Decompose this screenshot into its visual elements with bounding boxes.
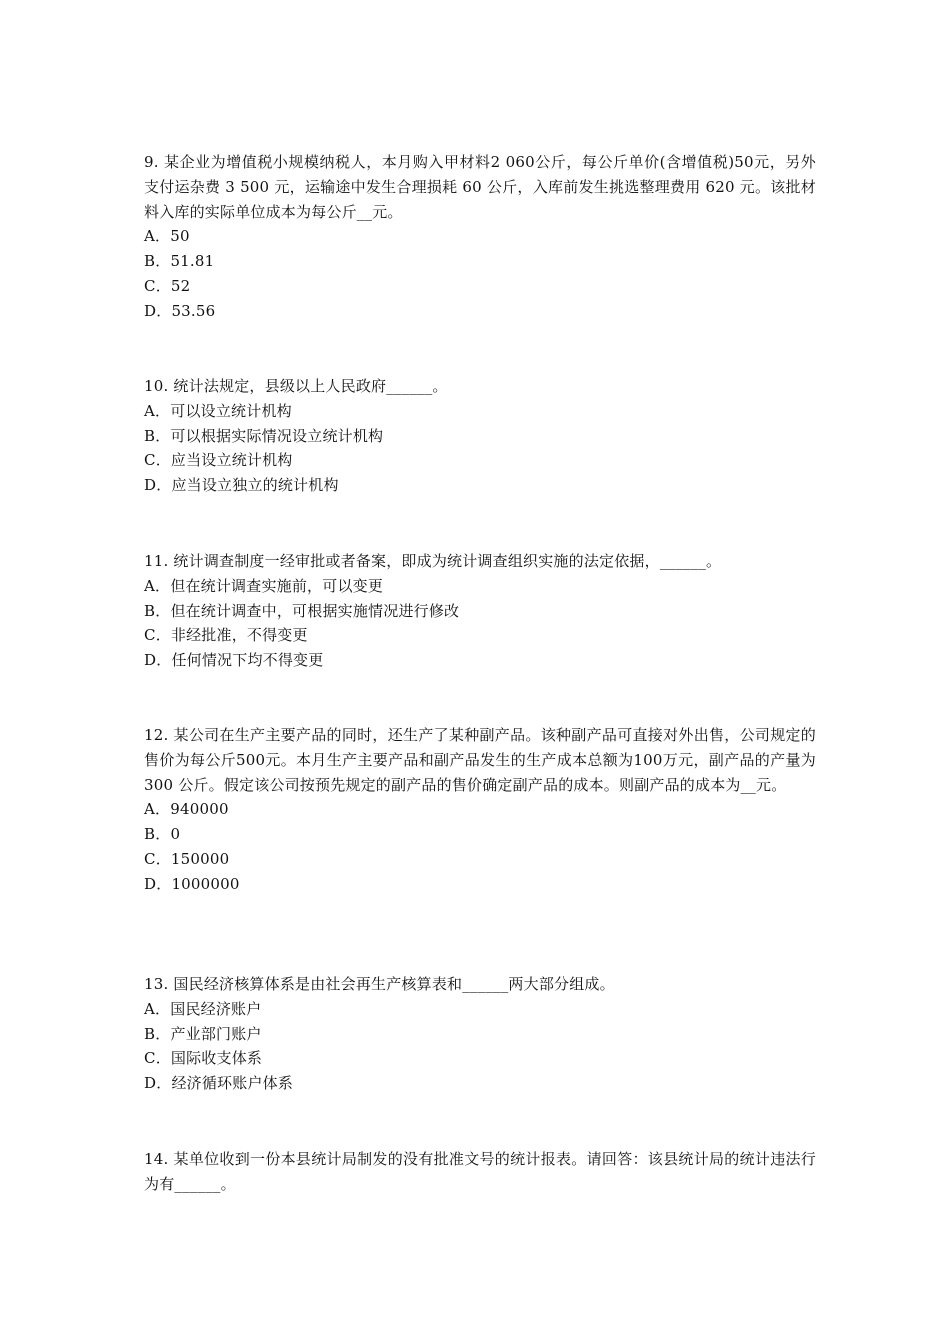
- option-list: [144, 574, 816, 673]
- option-a: A．但在统计调查实施前，可以变更: [144, 576, 384, 595]
- option-text: 国民经济账户: [170, 999, 262, 1018]
- option-a: A．国民经济账户: [144, 999, 262, 1018]
- option-b: B．可以根据实际情况设立统计机构: [144, 426, 384, 445]
- option-d: D．经济循环账户体系: [144, 1074, 294, 1093]
- option-d: D．应当设立独立的统计机构: [144, 476, 339, 495]
- option-text: 150000: [170, 849, 230, 868]
- option-list: [144, 224, 816, 323]
- option-b: B．但在统计调查中，可根据实施情况进行修改: [144, 601, 460, 620]
- option-list: [144, 797, 816, 896]
- question-9: [144, 150, 816, 324]
- option-text: 应当设立统计机构: [170, 451, 293, 470]
- question-stem: 12. 某公司在生产主要产品的同时，还生产了某种副产品。该种副产品可直接对外出售，公司规定的售价为每公斤500元。本月生产主要产品和副产品发生的生产成本总额为100万元，副产品的产量为 300 公斤。假定该公司按预先规定的副产品的售价确定副产品的成本。则副产品的成本为__元。: [144, 726, 816, 794]
- option-text: 产业部门账户: [170, 1024, 262, 1043]
- option-text: 52: [170, 276, 191, 295]
- option-text: 国际收支体系: [170, 1049, 263, 1068]
- option-text: 可以根据实际情况设立统计机构: [170, 426, 384, 445]
- option-text: 0: [170, 825, 181, 844]
- option-text: 51.81: [170, 252, 215, 271]
- option-text: 经济循环账户体系: [171, 1074, 294, 1093]
- option-d: D．任何情况下均不得变更: [144, 651, 324, 670]
- option-list: [144, 997, 816, 1096]
- option-text: 非经批准，不得变更: [170, 626, 308, 645]
- question-stem: 13. 国民经济核算体系是由社会再生产核算表和______两大部分组成。: [144, 975, 615, 993]
- question-12: [144, 723, 816, 897]
- option-text: 940000: [170, 800, 229, 819]
- option-b: B．0: [144, 825, 181, 844]
- option-text: 应当设立独立的统计机构: [171, 476, 339, 495]
- option-text: 但在统计调查中，可根据实施情况进行修改: [170, 601, 460, 620]
- option-text: 可以设立统计机构: [170, 401, 292, 420]
- option-a: A．50: [144, 227, 190, 246]
- option-c: C．150000: [144, 849, 230, 868]
- option-text: 但在统计调查实施前，可以变更: [170, 576, 384, 595]
- question-stem: 11. 统计调查制度一经审批或者备案，即成为统计调查组织实施的法定依据，______。: [144, 552, 722, 570]
- question-stem: 14. 某单位收到一份本县统计局制发的没有批准文号的统计报表。请回答：该县统计局的统计违法行为有______。: [144, 1150, 816, 1193]
- option-b: B．产业部门账户: [144, 1024, 262, 1043]
- question-10: [144, 374, 816, 498]
- question-14: [144, 1147, 816, 1197]
- option-d: D．1000000: [144, 874, 240, 893]
- question-stem: 9. 某企业为增值税小规模纳税人，本月购入甲材料2 060公斤，每公斤单价(含增值税)50元，另外支付运杂费 3 500 元，运输途中发生合理损耗 60 公斤，入库前发生挑选整理费用 620 元。该批材料入库的实际单位成本为每公斤__元。: [144, 153, 816, 221]
- option-text: 任何情况下均不得变更: [171, 651, 324, 670]
- question-13: [144, 972, 816, 1096]
- option-c: C．国际收支体系: [144, 1049, 263, 1068]
- option-d: D．53.56: [144, 301, 216, 320]
- question-stem: 10. 统计法规定，县级以上人民政府______。: [144, 377, 448, 395]
- option-text: 1000000: [171, 874, 240, 893]
- option-text: 50: [170, 227, 190, 246]
- option-a: A．940000: [144, 800, 229, 819]
- option-b: B．51.81: [144, 252, 215, 271]
- option-c: C．52: [144, 276, 191, 295]
- option-a: A．可以设立统计机构: [144, 401, 292, 420]
- question-11: [144, 549, 816, 673]
- option-text: 53.56: [171, 301, 216, 320]
- option-c: C．非经批准，不得变更: [144, 626, 308, 645]
- option-list: [144, 399, 816, 498]
- option-c: C．应当设立统计机构: [144, 451, 293, 470]
